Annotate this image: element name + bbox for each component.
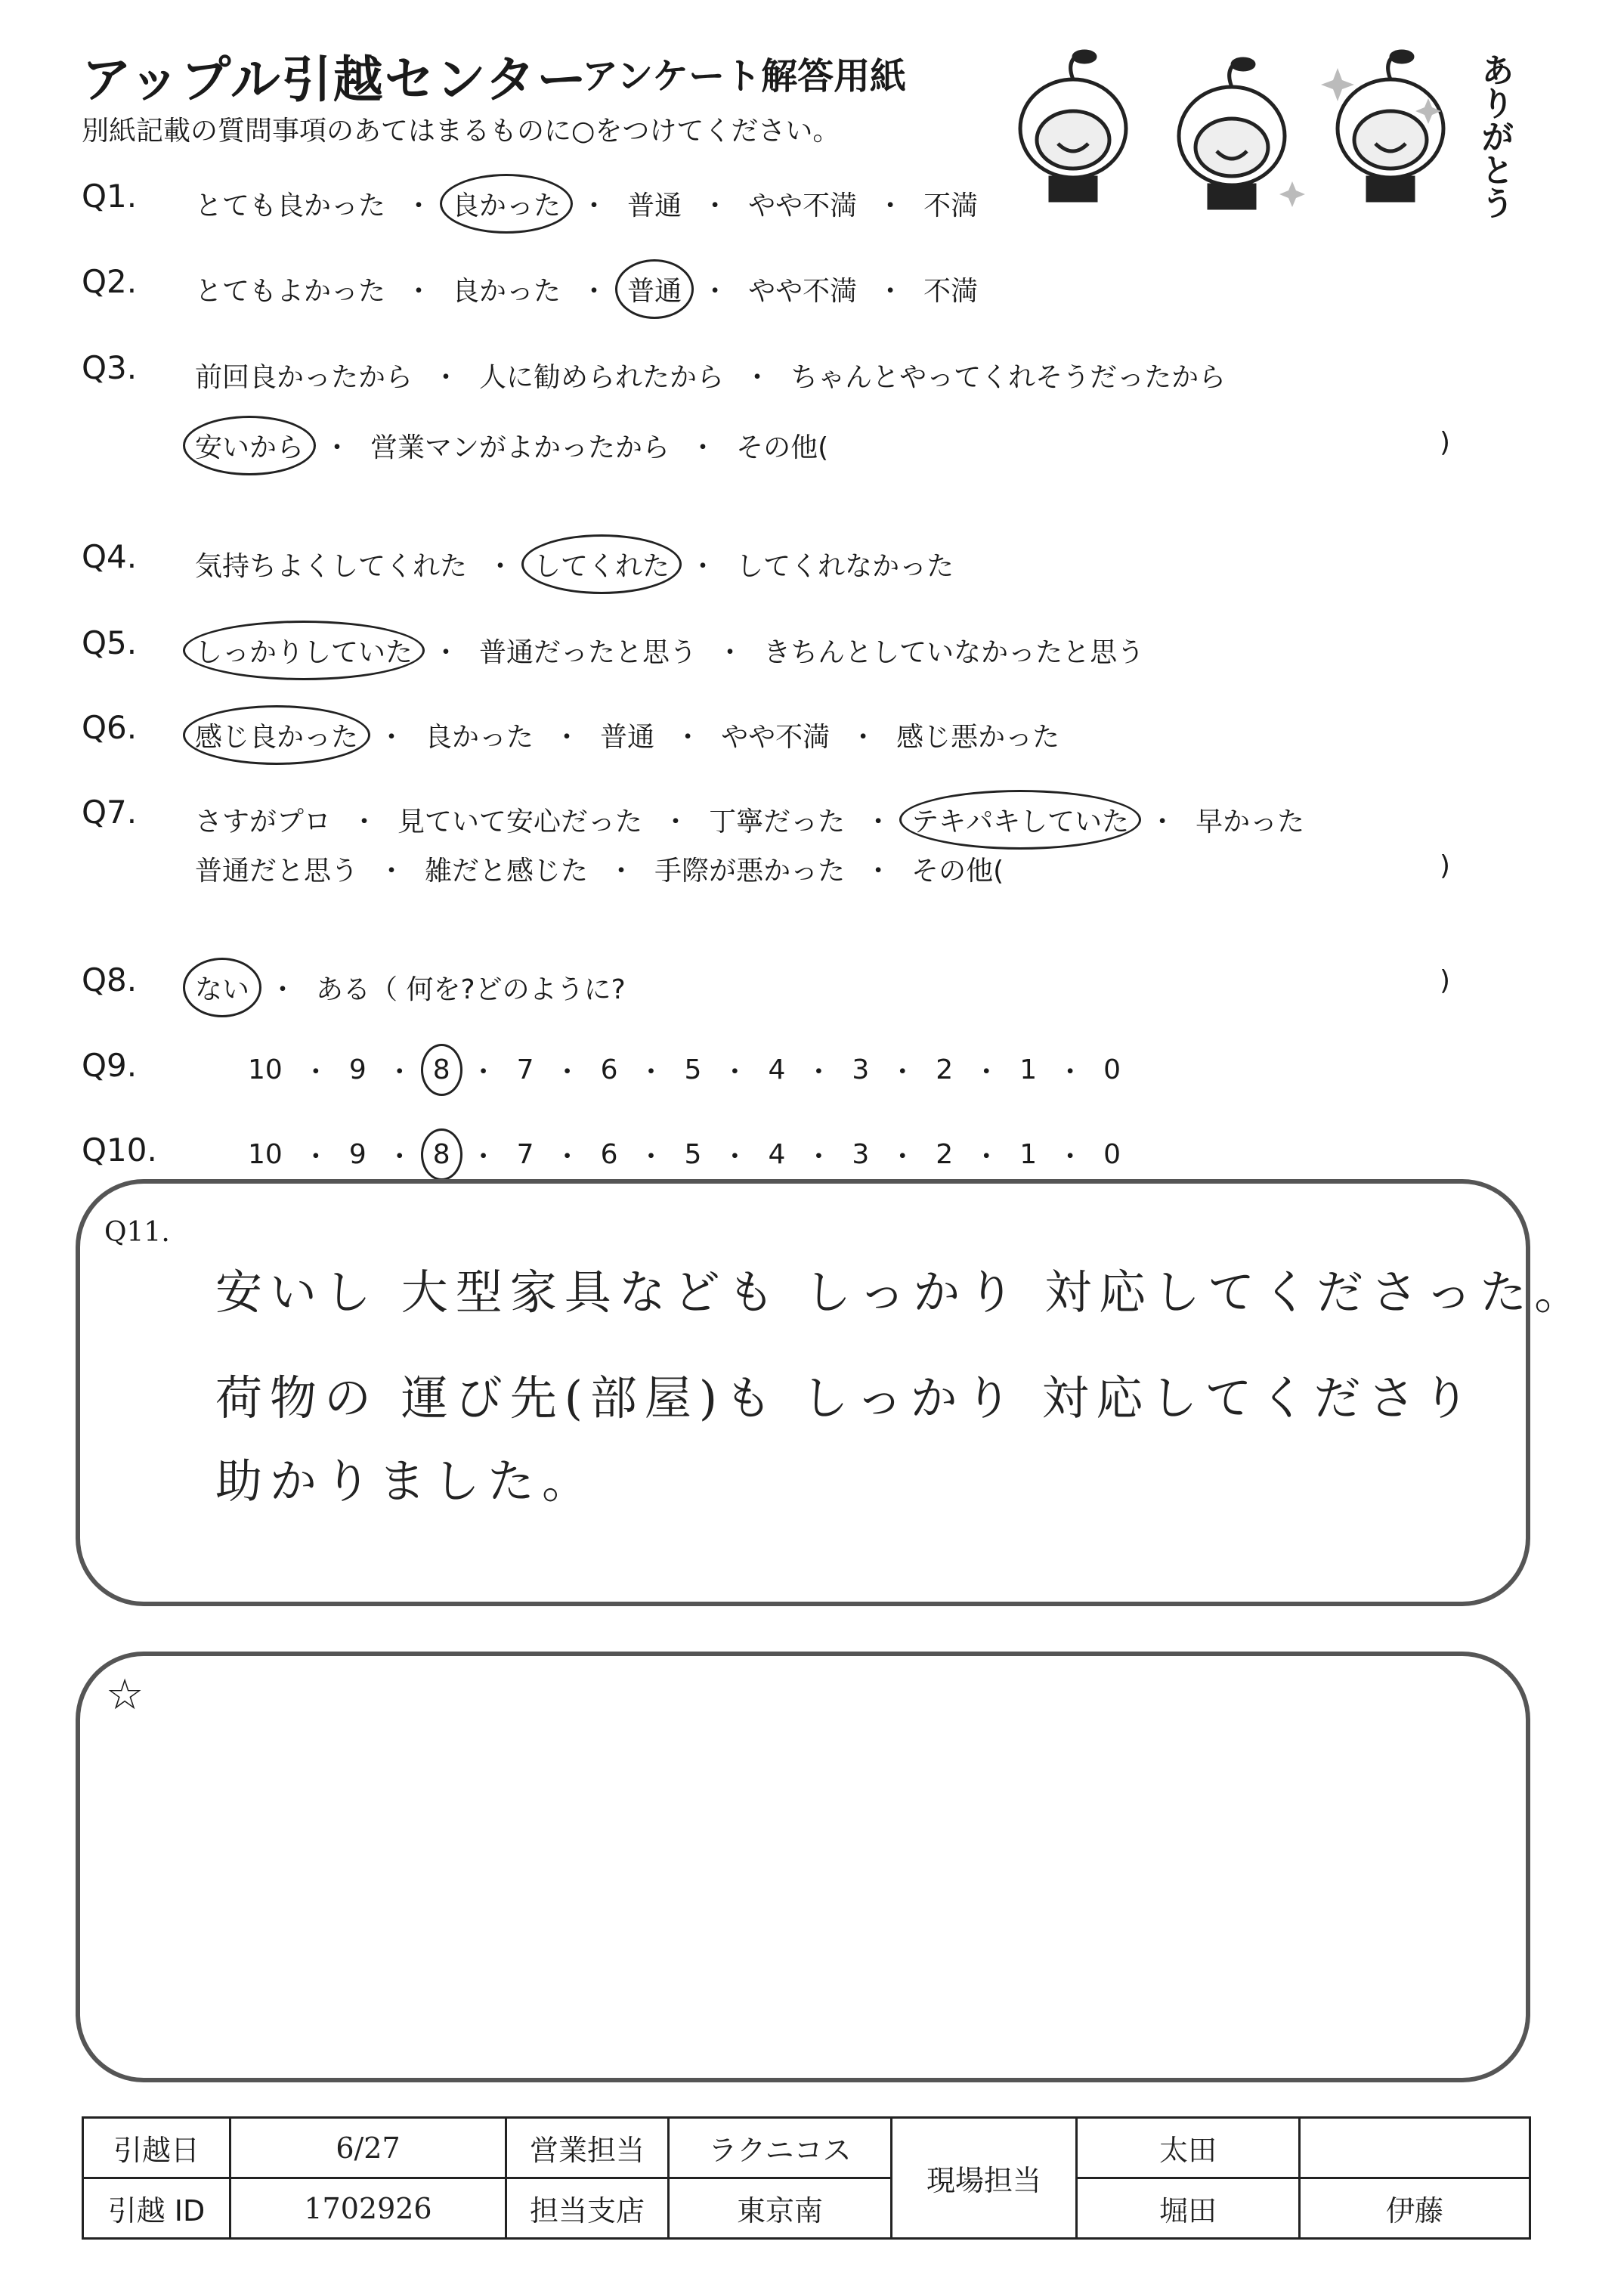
separator: ・ [674, 722, 702, 753]
separator: ・ [469, 1057, 497, 1088]
separator: ・ [487, 551, 515, 582]
separator: ・ [378, 856, 406, 887]
sales-label: 営業担当 [506, 2118, 669, 2178]
q11-comment-line: 安いし 大型家具なども しっかり 対応してくださった。 [215, 1265, 1589, 1320]
answer-option[interactable]: 2 [936, 1139, 954, 1170]
free-comment-box [76, 1652, 1530, 2082]
separator: ・ [553, 1057, 581, 1088]
answer-option[interactable]: 5 [684, 1139, 702, 1170]
separator: ・ [1149, 806, 1177, 837]
answer-option[interactable]: その他( [736, 432, 829, 463]
field-staff-label: 現場担当 [892, 2118, 1077, 2239]
answer-option[interactable]: その他( [911, 856, 1004, 887]
answer-option[interactable]: とてもよかった [195, 276, 386, 307]
separator: ・ [637, 1141, 665, 1172]
form-subtitle: アンケート解答用紙 [582, 55, 907, 98]
separator: ・ [805, 1141, 833, 1172]
answer-option[interactable]: してくれなかった [736, 551, 954, 582]
answer-option[interactable]: 7 [516, 1054, 534, 1085]
answer-option[interactable]: テキパキしていた [905, 797, 1135, 842]
answer-option[interactable]: ない [189, 965, 255, 1010]
move-id-value: 1702926 [230, 2178, 506, 2239]
answer-option[interactable]: 1 [1019, 1054, 1038, 1085]
instruction-text: 別紙記載の質問事項のあてはまるものに○をつけてください。 [82, 116, 840, 147]
question-number: Q7. [82, 794, 138, 831]
question-number: Q3. [82, 349, 138, 386]
answer-option[interactable]: 4 [768, 1054, 786, 1085]
answer-option[interactable]: 見ていて安心だった [397, 806, 643, 837]
separator: ・ [805, 1057, 833, 1088]
q11-label: Q11. [104, 1217, 170, 1248]
answer-option[interactable]: 良かった [446, 181, 567, 226]
answer-option[interactable]: ある（ 何を?どのように? [316, 974, 626, 1005]
separator: ・ [889, 1057, 917, 1088]
answer-option[interactable]: 不満 [923, 276, 979, 307]
separator: ・ [553, 1141, 581, 1172]
answer-option[interactable]: 前回良かったから [195, 362, 413, 393]
answer-option[interactable]: 1 [1019, 1139, 1038, 1170]
option-row [189, 181, 984, 226]
separator: ・ [689, 432, 717, 463]
option-row [189, 423, 834, 468]
separator: ・ [580, 190, 608, 221]
answer-option[interactable]: 普通 [627, 190, 682, 221]
star-icon: ☆ [106, 1670, 144, 1720]
option-row [189, 267, 984, 311]
answer-option[interactable]: 気持ちよくしてくれた [195, 551, 468, 582]
separator: ・ [323, 432, 351, 463]
separator: ・ [385, 1141, 413, 1172]
branch-label: 担当支店 [506, 2178, 669, 2239]
answer-option[interactable]: 丁寧だった [709, 806, 846, 837]
separator: ・ [608, 856, 636, 887]
separator: ・ [701, 276, 729, 307]
answer-option[interactable]: 普通 [621, 267, 688, 311]
separator: ・ [689, 551, 717, 582]
separator: ・ [302, 1057, 329, 1088]
answer-option[interactable]: 手際が悪かった [654, 856, 846, 887]
separator: ・ [1056, 1057, 1084, 1088]
separator: ・ [973, 1057, 1001, 1088]
option-row [242, 1135, 1127, 1174]
field-staff-value: 堀田 [1077, 2178, 1300, 2239]
answer-option[interactable]: 2 [936, 1054, 954, 1085]
option-row [189, 847, 1010, 891]
answer-option[interactable]: やや不満 [721, 722, 831, 753]
answer-option[interactable]: しっかりしていた [189, 628, 419, 673]
separator: ・ [637, 1057, 665, 1088]
move-date-label: 引越日 [83, 2118, 230, 2178]
separator: ・ [701, 190, 729, 221]
sales-value: ラクニコス [669, 2118, 892, 2178]
answer-option[interactable]: してくれた [527, 542, 676, 587]
branch-value: 東京南 [669, 2178, 892, 2239]
answer-option[interactable]: 良かった [452, 276, 561, 307]
field-staff-value: 伊藤 [1300, 2178, 1530, 2239]
separator: ・ [432, 637, 460, 668]
answer-option[interactable]: 8 [427, 1136, 456, 1173]
answer-option[interactable]: やや不満 [748, 190, 858, 221]
move-date-value: 6/27 [230, 2118, 506, 2178]
separator: ・ [662, 806, 690, 837]
answer-option[interactable]: とても良かった [195, 190, 386, 221]
question-number: Q9. [82, 1047, 138, 1084]
answer-option[interactable]: 普通だったと思う [479, 637, 698, 668]
answer-option[interactable]: 7 [516, 1139, 534, 1170]
mascot-3-icon [1338, 51, 1443, 200]
question-number: Q10. [82, 1132, 157, 1169]
separator: ・ [302, 1141, 329, 1172]
question-number: Q5. [82, 624, 138, 661]
answer-option[interactable]: 感じ良かった [189, 713, 364, 757]
option-row [189, 797, 1310, 842]
answer-option[interactable]: 0 [1103, 1054, 1121, 1085]
answer-option[interactable]: 6 [600, 1139, 618, 1170]
answer-option[interactable]: 感じ悪かった [896, 722, 1060, 753]
option-row [189, 628, 1150, 673]
mascot-illustration [1005, 45, 1489, 242]
option-row [189, 353, 1232, 398]
separator: ・ [385, 1057, 413, 1088]
separator: ・ [721, 1141, 749, 1172]
separator: ・ [877, 190, 905, 221]
field-staff-value: 太田 [1077, 2118, 1300, 2178]
separator: ・ [889, 1141, 917, 1172]
question-number: Q2. [82, 263, 138, 300]
answer-option[interactable]: 8 [427, 1051, 456, 1088]
separator: ・ [865, 856, 892, 887]
separator: ・ [378, 722, 406, 753]
separator: ・ [849, 722, 877, 753]
answer-option[interactable]: ちゃんとやってくれそうだったから [790, 362, 1227, 393]
answer-option[interactable]: きちんとしていなかったと思う [763, 637, 1145, 668]
answer-option[interactable]: 0 [1103, 1139, 1121, 1170]
option-row [189, 965, 632, 1010]
answer-option[interactable]: 3 [852, 1054, 870, 1085]
separator: ・ [469, 1141, 497, 1172]
question-number: Q1. [82, 178, 138, 215]
answer-option[interactable]: 5 [684, 1054, 702, 1085]
answer-option[interactable]: 早かった [1196, 806, 1305, 837]
answer-option[interactable]: 9 [348, 1054, 367, 1085]
separator: ・ [405, 276, 433, 307]
answer-option[interactable]: 6 [600, 1054, 618, 1085]
answer-option[interactable]: 10 [248, 1139, 283, 1170]
question-number: Q4. [82, 538, 138, 575]
move-id-label: 引越 ID [83, 2178, 230, 2239]
thanks-text: ありがとう [1475, 53, 1514, 219]
answer-option[interactable]: やや不満 [748, 276, 858, 307]
answer-option[interactable]: 4 [768, 1139, 786, 1170]
answer-option[interactable]: 普通だと思う [195, 856, 359, 887]
q11-comment-line: 助かりました。 [215, 1453, 597, 1509]
mascot-1-icon [1020, 51, 1126, 200]
separator: ・ [405, 190, 433, 221]
separator: ・ [973, 1141, 1001, 1172]
separator: ・ [716, 637, 744, 668]
separator: ・ [721, 1057, 749, 1088]
close-paren: ) [1440, 965, 1451, 996]
answer-option[interactable]: 良かった [425, 722, 534, 753]
move-info-table [82, 2116, 1531, 2240]
answer-option[interactable]: 9 [348, 1139, 367, 1170]
separator: ・ [744, 362, 772, 393]
close-paren: ) [1440, 427, 1451, 458]
separator: ・ [877, 276, 905, 307]
q11-comment-line: 荷物の 運び先(部屋)も しっかり 対応してくださり [215, 1370, 1477, 1426]
company-title: アップル引越センター [82, 51, 589, 109]
answer-option[interactable]: 人に勧められたから [479, 362, 725, 393]
separator: ・ [1056, 1141, 1084, 1172]
option-row [242, 1051, 1127, 1089]
answer-option[interactable]: 10 [248, 1054, 283, 1085]
separator: ・ [269, 974, 297, 1005]
answer-option[interactable]: 雑だと感じた [425, 856, 589, 887]
answer-option[interactable]: 営業マンがよかったから [370, 432, 670, 463]
option-row [189, 542, 960, 587]
answer-option[interactable]: 不満 [923, 190, 979, 221]
option-row [189, 713, 1066, 757]
question-number: Q8. [82, 961, 138, 998]
close-paren: ) [1440, 850, 1451, 881]
separator: ・ [432, 362, 460, 393]
field-staff-empty [1300, 2118, 1530, 2178]
answer-option[interactable]: 安いから [189, 423, 310, 468]
answer-option[interactable]: 普通 [600, 722, 655, 753]
mascot-2-icon [1179, 59, 1285, 208]
separator: ・ [553, 722, 581, 753]
separator: ・ [351, 806, 379, 837]
separator: ・ [865, 806, 892, 837]
answer-option[interactable]: 3 [852, 1139, 870, 1170]
question-number: Q6. [82, 709, 138, 746]
answer-option[interactable]: さすがプロ [195, 806, 332, 837]
separator: ・ [580, 276, 608, 307]
